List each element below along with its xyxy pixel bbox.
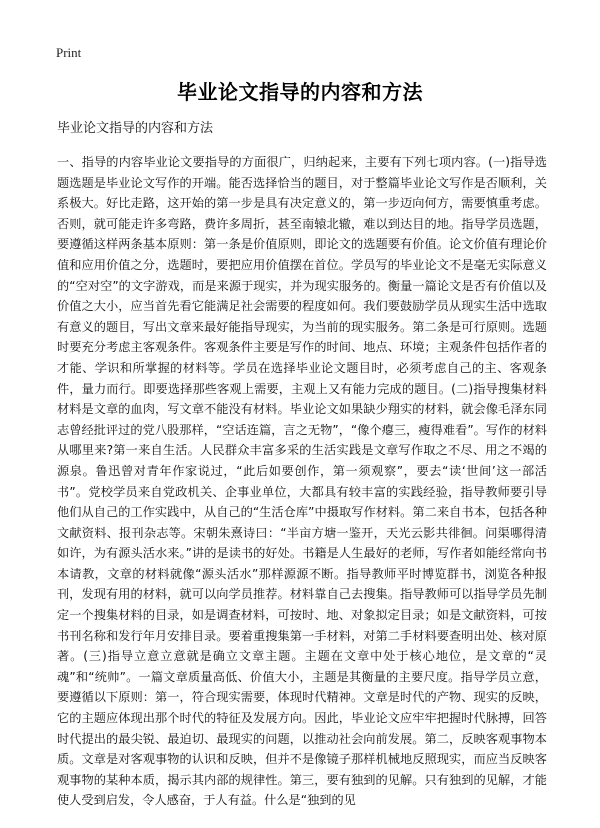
document-subtitle: 毕业论文指导的内容和方法 xyxy=(57,121,214,136)
document-title: 毕业论文指导的内容和方法 xyxy=(177,80,423,104)
print-link[interactable]: Print xyxy=(56,45,82,60)
document-body-paragraph: 一、指导的内容毕业论文要指导的方面很广，归纳起来，主要有下列七项内容。(一)指导选题选题是毕业论文写作的开端。能否选择恰当的题目，对于整篇毕业论文写作是否顺利，关系极大。好比走路，这开始的第一步是具有决定意义的，第一步迈向何方，需要慎重考虑。否则，就可能走许多弯路，费许多周折，甚至南辕北辙，难以到达目的地。指导学员选题，要遵循这样两条基本原则：第一条是价值原则，即论文的选题要有价值。论文价值有理论价值和应用价值之分，选题时，要把应用价值摆在首位。学员写的毕业论文不是毫无实际意义的“空对空”的文字游戏，而是来源于现实，并为现实服务的。衡量一篇论文是否有价值以及价值之大小，应当首先看它能满足社会需要的程度如何。我们要鼓励学员从现实生活中选取有意义的题目，写出文章来最好能指导现实，为当前的现实服务。第二条是可行原则。选题时要充分考虑主客观条件。客观条件主要是写作的时间、地点、环境；主观条件包括作者的才能、学识和所掌握的材料等。学员在选择毕业论文题目时，必须考虑自己的主、客观条件，量力而行。即要选择那些客观上需要，主观上又有能力完成的题目。(二)指导搜集材料材料是文章的血肉，写文章不能没有材料。毕业论文如果缺少翔实的材料，就会像毛泽东同志曾经批评过的党八股那样，“空话连篇，言之无物”，“像个瘪三，瘦得难看”。写作的材料从哪里来?第一来自生活。人民群众丰富多采的生活实践是文章写作取之不尽、用之不竭的源泉。鲁迅曾对青年作家说过，“此后如要创作，第一须观察”，要去“读‘世间’这一部活书”。党校学员来自党政机关、企事业单位，大都具有较丰富的实践经验，指导教师要引导他们从自己的工作实践中，从自己的“生活仓库”中摄取写作材料。第二来自书本，包括各种文献资料、报刊杂志等。宋朝朱熹诗曰：“半亩方塘一鉴开，天光云影共徘徊。问渠哪得清如许，为有源头活水来。”讲的是读书的好处。书籍是人生最好的老师，写作者如能经常向书本请教，文章的材料就像“源头活水”那样源源不断。指导教师平时博览群书，浏览各种报刊，发现有用的材料，就可以向学员推荐。材料靠自己去搜集。指导教师可以指导学员先制定一个搜集材料的目录，如是调查材料，可按时、地、对象拟定目录；如是文献资料，可按书刊名称和发行年月安排目录。要着重搜集第一手材料，对第二手材料要查明出处、核对原著。(三)指导立意立意就是确立文章主题。主题在文章中处于核心地位，是文章的“灵魂”和“统帅”。一篇文章质量高低、价值大小，主题是其衡量的主要尺度。指导学员立意，要遵循以下原则：第一，符合现实需要，体现时代精神。文章是时代的产物、现实的反映，它的主题应体现出那个时代的特征及发展方向。因此，毕业论文应牢牢把握时代脉搏，回答时代提出的最尖锐、最迫切、最现实的问题，以推动社会向前发展。第二，反映客观事物本质。文章是对客观事物的认识和反映，但并不是像镜子那样机械地反照现实，而应当反映客观事物的某种本质，揭示其内部的规律性。第三，要有独到的见解。只有独到的见解，才能使人受到启发，令人感奋，于人有益。什么是“独到的见 xyxy=(57,155,547,808)
